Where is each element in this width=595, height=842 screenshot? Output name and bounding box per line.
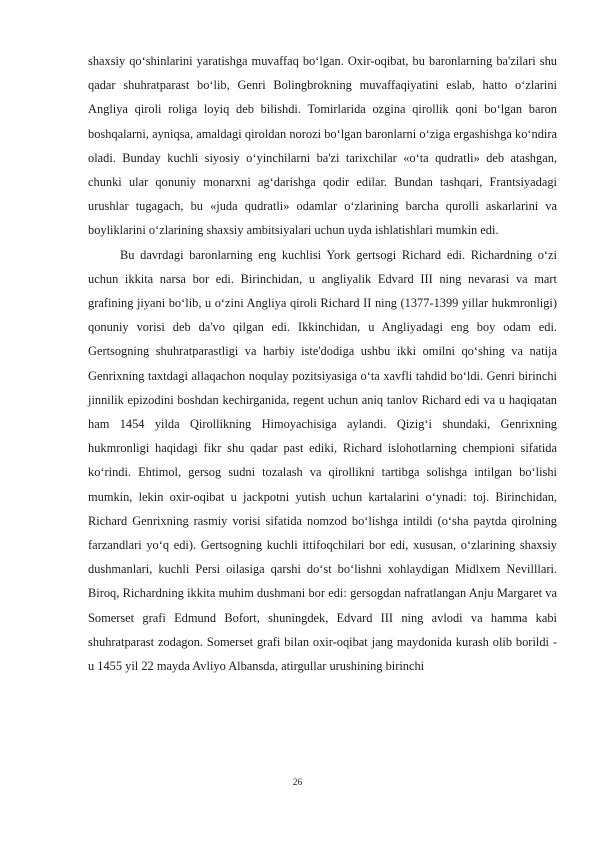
page-number: 26: [292, 778, 303, 788]
paragraph-richard-of-york: Bu davrdagi baronlarning eng kuchlisi York gertsogi Richard edi. Richardning o‘zi uchun ikkita narsa bor edi. Birinchidan, u angliyalik Edvard III ning nevarasi va mart grafining jiyani bo‘lib, u o‘zini Angliya qiroli Richard II ning (1377-1399 yillar hukmronligi) qonuniy vorisi deb da'vo qilgan edi. Ikkinchidan, u Angliyadagi eng boy odam edi. Gertsogning shuhratparastligi va harbiy iste'dodiga ushbu ikki omilni qo‘shing va natija Genrixning taxtdagi allaqachon noqulay pozitsiyasiga o‘ta xavfli tahdid bo‘ldi. Genri birinchi jinnilik epizodini boshdan kechirganida, regent uchun aniq tanlov Richard edi va u haqiqatan ham 1454 yilda Qirollikning Himoyachisiga aylandi. Qizig‘i shundaki, Genrixning hukmronligi haqidagi fikr shu qadar past ediki, Richard islohotlarning chempioni sifatida ko‘rindi. Ehtimol, gersog sudni tozalash va qirollikni tartibga solishga intilgan bo‘lishi mumkin, lekin oxir-oqibat u jackpotni yutish uchun kartalarini o‘ynadi: toj. Birinchidan, Richard Genrixning rasmiy vorisi sifatida nomzod bo‘lishga intildi (o‘sha paytda qirolning farzandlari yo‘q edi). Gertsogning kuchli ittifoqchilari bor edi, xususan, o‘zlarining shaxsiy dushmanlari, kuchli Persi oilasiga qarshi do‘st bo‘lishni xohlaydigan Midlxem Nevilllari. Biroq, Richardning ikkita muhim dushmani bor edi: gersogdan nafratlangan Anju Margaret va Somerset grafi Edmund Bofort, shuningdek, Edvard III ning avlodi va hamma kabi shuhratparast zodagon. Somerset grafi bilan oxir-oqibat jang maydonida kurash olib borildi - u 1455 yil 22 mayda Avliyo Albansda, atirgullar urushining birinchi: [88, 247, 557, 674]
page-body: [88, 49, 557, 678]
paragraph-continuation: shaxsiy qo‘shinlarini yaratishga muvaffaq bo‘lgan. Oxir-oqibat, bu baronlarning ba'zilari shu qadar shuhratparast bo‘lib, Genri Bolingbrokning muvaffaqiyatini eslab, hatto o‘zlarini Angliya qiroli roliga loyiq deb bilishdi. Tomirlarida ozgina qirollik qoni bo‘lgan baron boshqalarni, ayniqsa, amaldagi qiroldan norozi bo‘lgan baronlarni o‘ziga ergashishga ko‘ndira oladi. Bunday kuchli siyosiy o‘yinchilarni ba'zi tarixchilar «o‘ta qudratli» deb atashgan, chunki ular qonuniy monarxni ag‘darishga qodir edilar. Bundan tashqari, Frantsiyadagi urushlar tugagach, bu «juda qudratli» odamlar o‘zlarining barcha qurolli askarlarini va boyliklarini o‘zlarining shaxsiy ambitsiyalari uchun uyda ishlatishlari mumkin edi.: [88, 54, 557, 238]
